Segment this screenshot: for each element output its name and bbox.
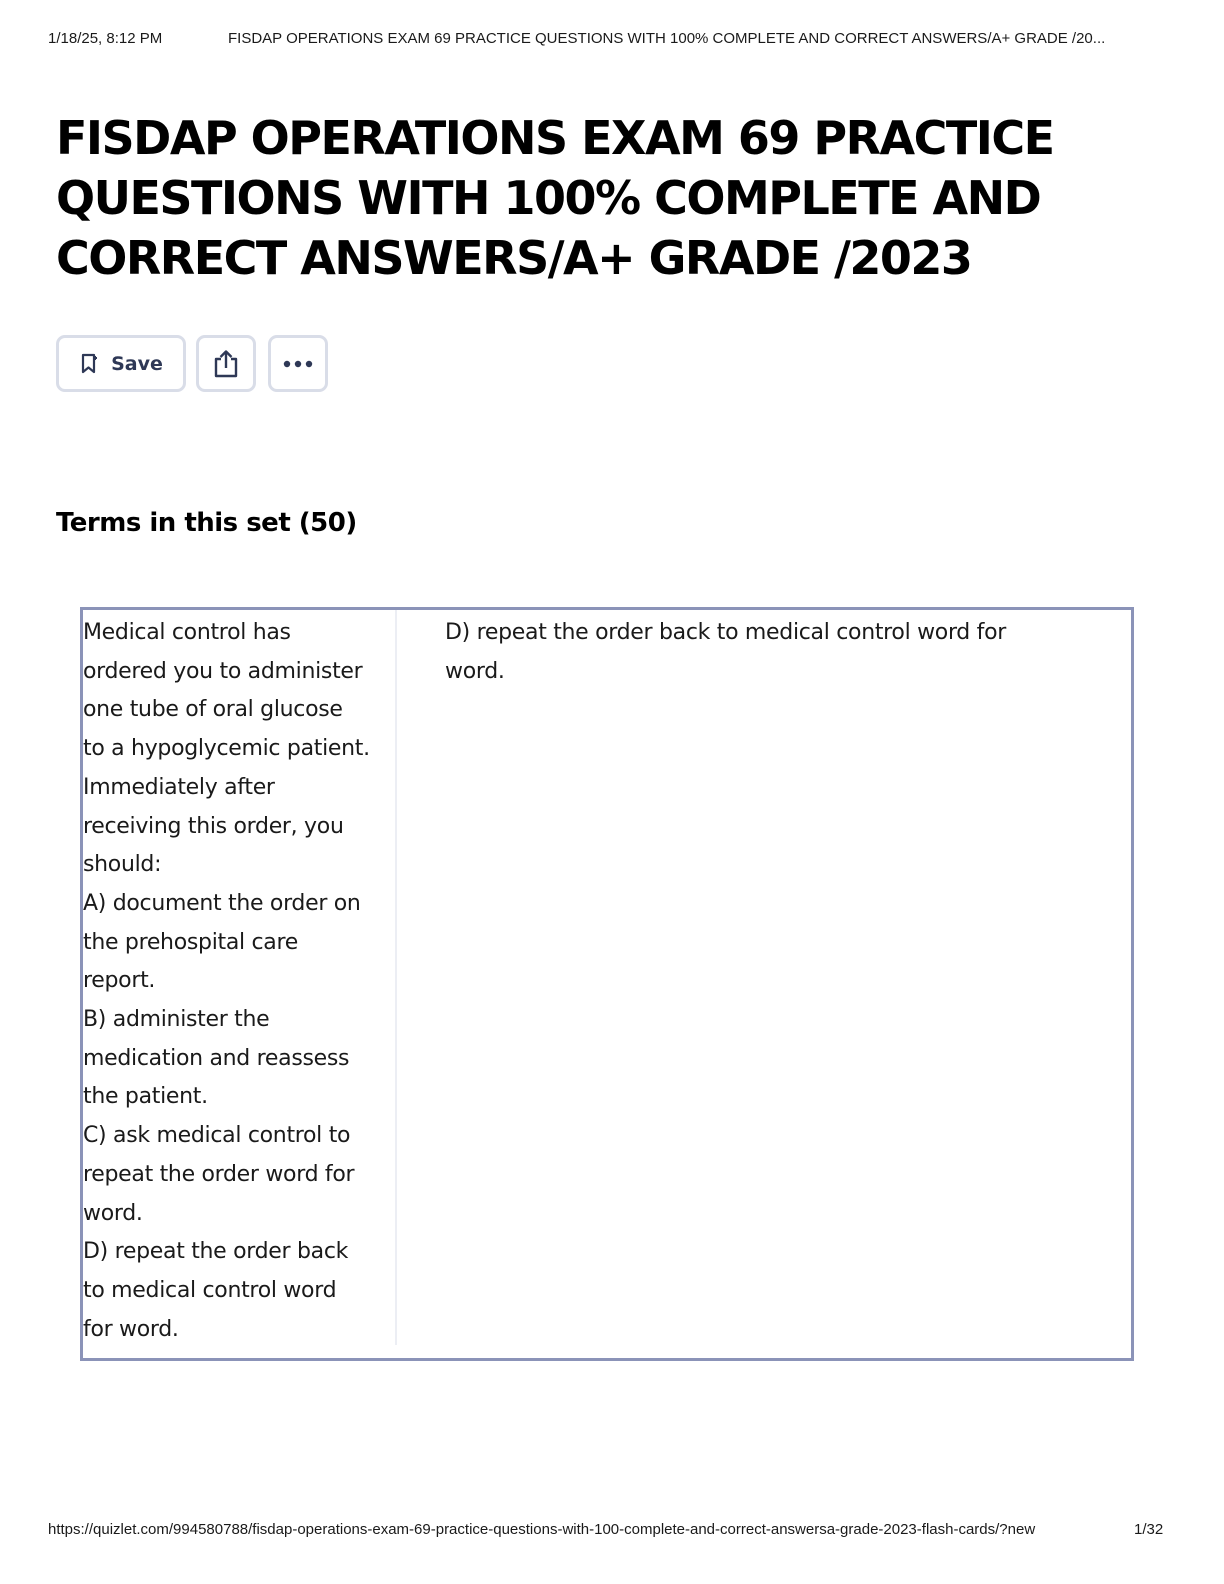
card-term: Medical control has ordered you to administer one tube of oral glucose to a hypoglycemic patient. Immediately after receiving this order, you should: A) document the order on the prehospital care report. B) administer the medication and reassess the patient. C) ask medical control to repeat the order word for word. D) repeat the order back to medical control word for word. xyxy=(83,620,370,1342)
share-button[interactable] xyxy=(196,335,256,392)
print-footer-url: https://quizlet.com/994580788/fisdap-operations-exam-69-practice-questions-with-100-complete-and-correct-answersa-grade-2023-flash-cards/?new xyxy=(48,1521,1036,1538)
more-options-button[interactable] xyxy=(268,335,328,392)
page-title: FISDAP OPERATIONS EXAM 69 PRACTICE QUESTIONS WITH 100% COMPLETE AND CORRECT ANSWERS/A+ GRADE /2023 xyxy=(56,111,1054,285)
share-icon xyxy=(212,349,240,379)
card-divider xyxy=(395,610,397,1345)
save-button[interactable] xyxy=(56,335,186,392)
flashcard xyxy=(80,607,1134,1361)
more-icon xyxy=(283,360,313,368)
bookmark-icon xyxy=(79,353,99,375)
print-header-title: FISDAP OPERATIONS EXAM 69 PRACTICE QUESTIONS WITH 100% COMPLETE AND CORRECT ANSWERS/A+ GRADE /20... xyxy=(228,30,1106,47)
save-button-label: Save xyxy=(111,352,163,375)
terms-section-heading: Terms in this set (50) xyxy=(56,508,357,538)
print-header-datetime: 1/18/25, 8:12 PM xyxy=(48,30,163,47)
card-definition: D) repeat the order back to medical control word for word. xyxy=(445,620,1007,684)
print-footer-page-number: 1/32 xyxy=(1134,1521,1164,1538)
